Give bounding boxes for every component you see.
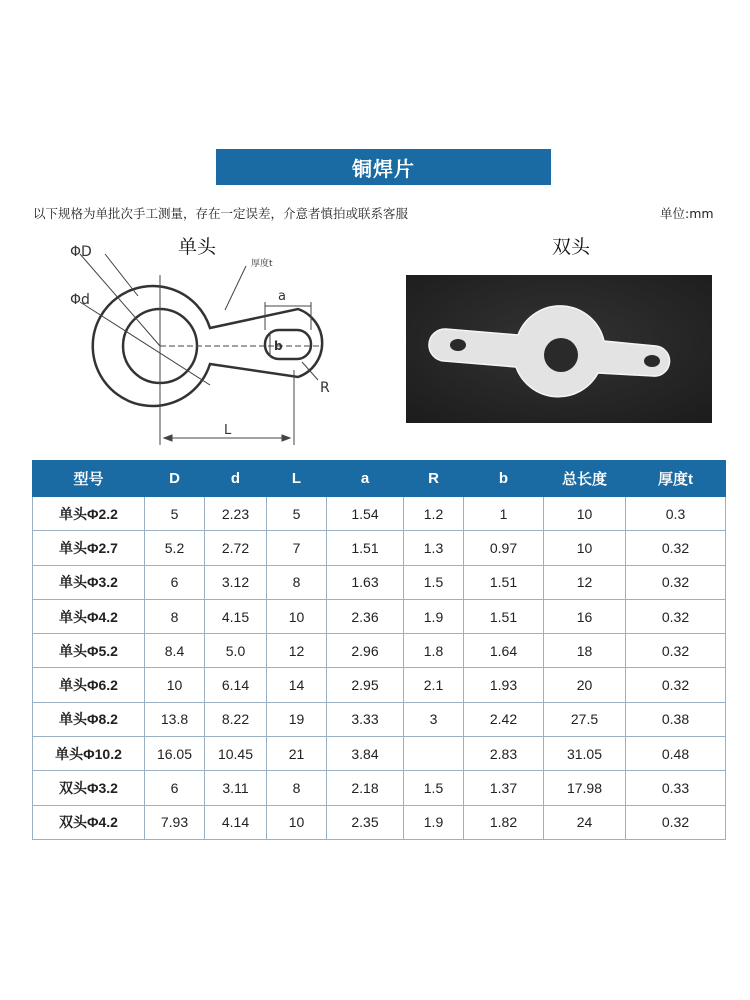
unit-label: 单位:mm — [660, 206, 714, 221]
slot — [265, 330, 311, 359]
table-cell: 10 — [145, 668, 205, 702]
cell-model: 单头Φ6.2 — [33, 668, 145, 702]
label-d: Φd — [70, 292, 90, 308]
table-cell: 5 — [145, 497, 205, 531]
spec-table — [32, 460, 726, 840]
label-L: L — [224, 423, 232, 438]
table-row — [33, 737, 726, 771]
table-cell: 2.42 — [464, 702, 544, 736]
header-total-length: 总长度 — [544, 461, 626, 497]
table-cell: 10 — [267, 599, 327, 633]
table-cell: 31.05 — [544, 737, 626, 771]
table-cell: 1.51 — [464, 565, 544, 599]
table-cell: 21 — [267, 737, 327, 771]
measurement-note: 以下规格为单批次手工测量，存在一定误差，介意者慎拍或联系客服 — [33, 206, 409, 221]
table-cell: 1.93 — [464, 668, 544, 702]
table-cell: 5.0 — [205, 634, 267, 668]
table-cell: 10.45 — [205, 737, 267, 771]
cell-model: 单头Φ10.2 — [33, 737, 145, 771]
table-cell: 2.23 — [205, 497, 267, 531]
table-cell: 7.93 — [145, 805, 205, 839]
cell-model: 单头Φ2.2 — [33, 497, 145, 531]
table-cell: 1.63 — [327, 565, 404, 599]
table-cell: 0.32 — [626, 531, 726, 565]
cell-model: 双头Φ3.2 — [33, 771, 145, 805]
table-cell: 0.48 — [626, 737, 726, 771]
table-row — [33, 805, 726, 839]
header-R: R — [404, 461, 464, 497]
table-cell: 1.9 — [404, 805, 464, 839]
table-row — [33, 668, 726, 702]
header-d: d — [205, 461, 267, 497]
table-cell: 1 — [464, 497, 544, 531]
table-cell: 2.18 — [327, 771, 404, 805]
table-cell: 1.2 — [404, 497, 464, 531]
cell-model: 单头Φ4.2 — [33, 599, 145, 633]
table-cell: 1.3 — [404, 531, 464, 565]
header-L: L — [267, 461, 327, 497]
table-cell: 20 — [544, 668, 626, 702]
table-cell: 0.32 — [626, 565, 726, 599]
table-cell: 12 — [267, 634, 327, 668]
table-cell: 16 — [544, 599, 626, 633]
table-cell: 3.12 — [205, 565, 267, 599]
label-b: b — [274, 339, 283, 353]
cell-model: 单头Φ5.2 — [33, 634, 145, 668]
table-cell: 18 — [544, 634, 626, 668]
table-cell: 2.83 — [464, 737, 544, 771]
single-head-label: 单头 — [178, 236, 217, 258]
table-cell: 1.64 — [464, 634, 544, 668]
table-cell: 3.11 — [205, 771, 267, 805]
table-cell: 8 — [267, 565, 327, 599]
table-cell: 4.15 — [205, 599, 267, 633]
table-cell: 7 — [267, 531, 327, 565]
table-row — [33, 565, 726, 599]
table-cell: 0.97 — [464, 531, 544, 565]
table-cell: 6 — [145, 771, 205, 805]
table-row — [33, 702, 726, 736]
table-cell: 10 — [544, 497, 626, 531]
table-cell: 8 — [267, 771, 327, 805]
header-a: a — [327, 461, 404, 497]
label-thickness: 厚度t — [251, 259, 273, 269]
table-row — [33, 497, 726, 531]
table-cell: 0.32 — [626, 599, 726, 633]
table-row — [33, 599, 726, 633]
page-title: 铜焊片 — [216, 149, 551, 185]
cell-model: 双头Φ4.2 — [33, 805, 145, 839]
table-cell: 2.36 — [327, 599, 404, 633]
table-cell: 8.22 — [205, 702, 267, 736]
header-thickness: 厚度t — [626, 461, 726, 497]
table-cell: 3.33 — [327, 702, 404, 736]
cell-model: 单头Φ8.2 — [33, 702, 145, 736]
double-head-label: 双头 — [552, 236, 591, 258]
header-D: D — [145, 461, 205, 497]
table-cell: 10 — [544, 531, 626, 565]
table-cell — [404, 737, 464, 771]
table-cell: 12 — [544, 565, 626, 599]
table-cell: 8 — [145, 599, 205, 633]
table-cell: 1.54 — [327, 497, 404, 531]
table-cell: 5 — [267, 497, 327, 531]
header-b: b — [464, 461, 544, 497]
table-cell: 14 — [267, 668, 327, 702]
table-cell: 13.8 — [145, 702, 205, 736]
table-cell: 6 — [145, 565, 205, 599]
table-cell: 1.37 — [464, 771, 544, 805]
table-cell: 2.1 — [404, 668, 464, 702]
table-cell: 1.9 — [404, 599, 464, 633]
table-cell: 1.8 — [404, 634, 464, 668]
table-cell: 2.35 — [327, 805, 404, 839]
table-cell: 1.51 — [464, 599, 544, 633]
table-cell: 4.14 — [205, 805, 267, 839]
label-a: a — [278, 289, 286, 304]
table-cell: 17.98 — [544, 771, 626, 805]
single-head-diagram — [60, 240, 360, 455]
table-cell: 1.5 — [404, 771, 464, 805]
table-row — [33, 771, 726, 805]
table-cell: 0.33 — [626, 771, 726, 805]
table-cell: 2.96 — [327, 634, 404, 668]
table-cell: 2.95 — [327, 668, 404, 702]
table-cell: 16.05 — [145, 737, 205, 771]
table-cell: 1.51 — [327, 531, 404, 565]
header-model: 型号 — [33, 461, 145, 497]
table-cell: 0.3 — [626, 497, 726, 531]
label-R: R — [320, 380, 330, 396]
double-head-photo — [406, 275, 712, 423]
table-cell: 8.4 — [145, 634, 205, 668]
label-D: ΦD — [70, 244, 92, 260]
table-cell: 5.2 — [145, 531, 205, 565]
table-cell: 1.5 — [404, 565, 464, 599]
cell-model: 单头Φ2.7 — [33, 531, 145, 565]
table-header-row — [33, 461, 726, 497]
table-row — [33, 634, 726, 668]
table-cell: 0.38 — [626, 702, 726, 736]
table-cell: 1.82 — [464, 805, 544, 839]
table-row — [33, 531, 726, 565]
table-cell: 0.32 — [626, 805, 726, 839]
table-cell: 27.5 — [544, 702, 626, 736]
table-cell: 6.14 — [205, 668, 267, 702]
table-cell: 2.72 — [205, 531, 267, 565]
table-cell: 24 — [544, 805, 626, 839]
table-cell: 0.32 — [626, 634, 726, 668]
table-cell: 10 — [267, 805, 327, 839]
table-cell: 0.32 — [626, 668, 726, 702]
table-cell: 19 — [267, 702, 327, 736]
cell-model: 单头Φ3.2 — [33, 565, 145, 599]
table-cell: 3.84 — [327, 737, 404, 771]
table-cell: 3 — [404, 702, 464, 736]
